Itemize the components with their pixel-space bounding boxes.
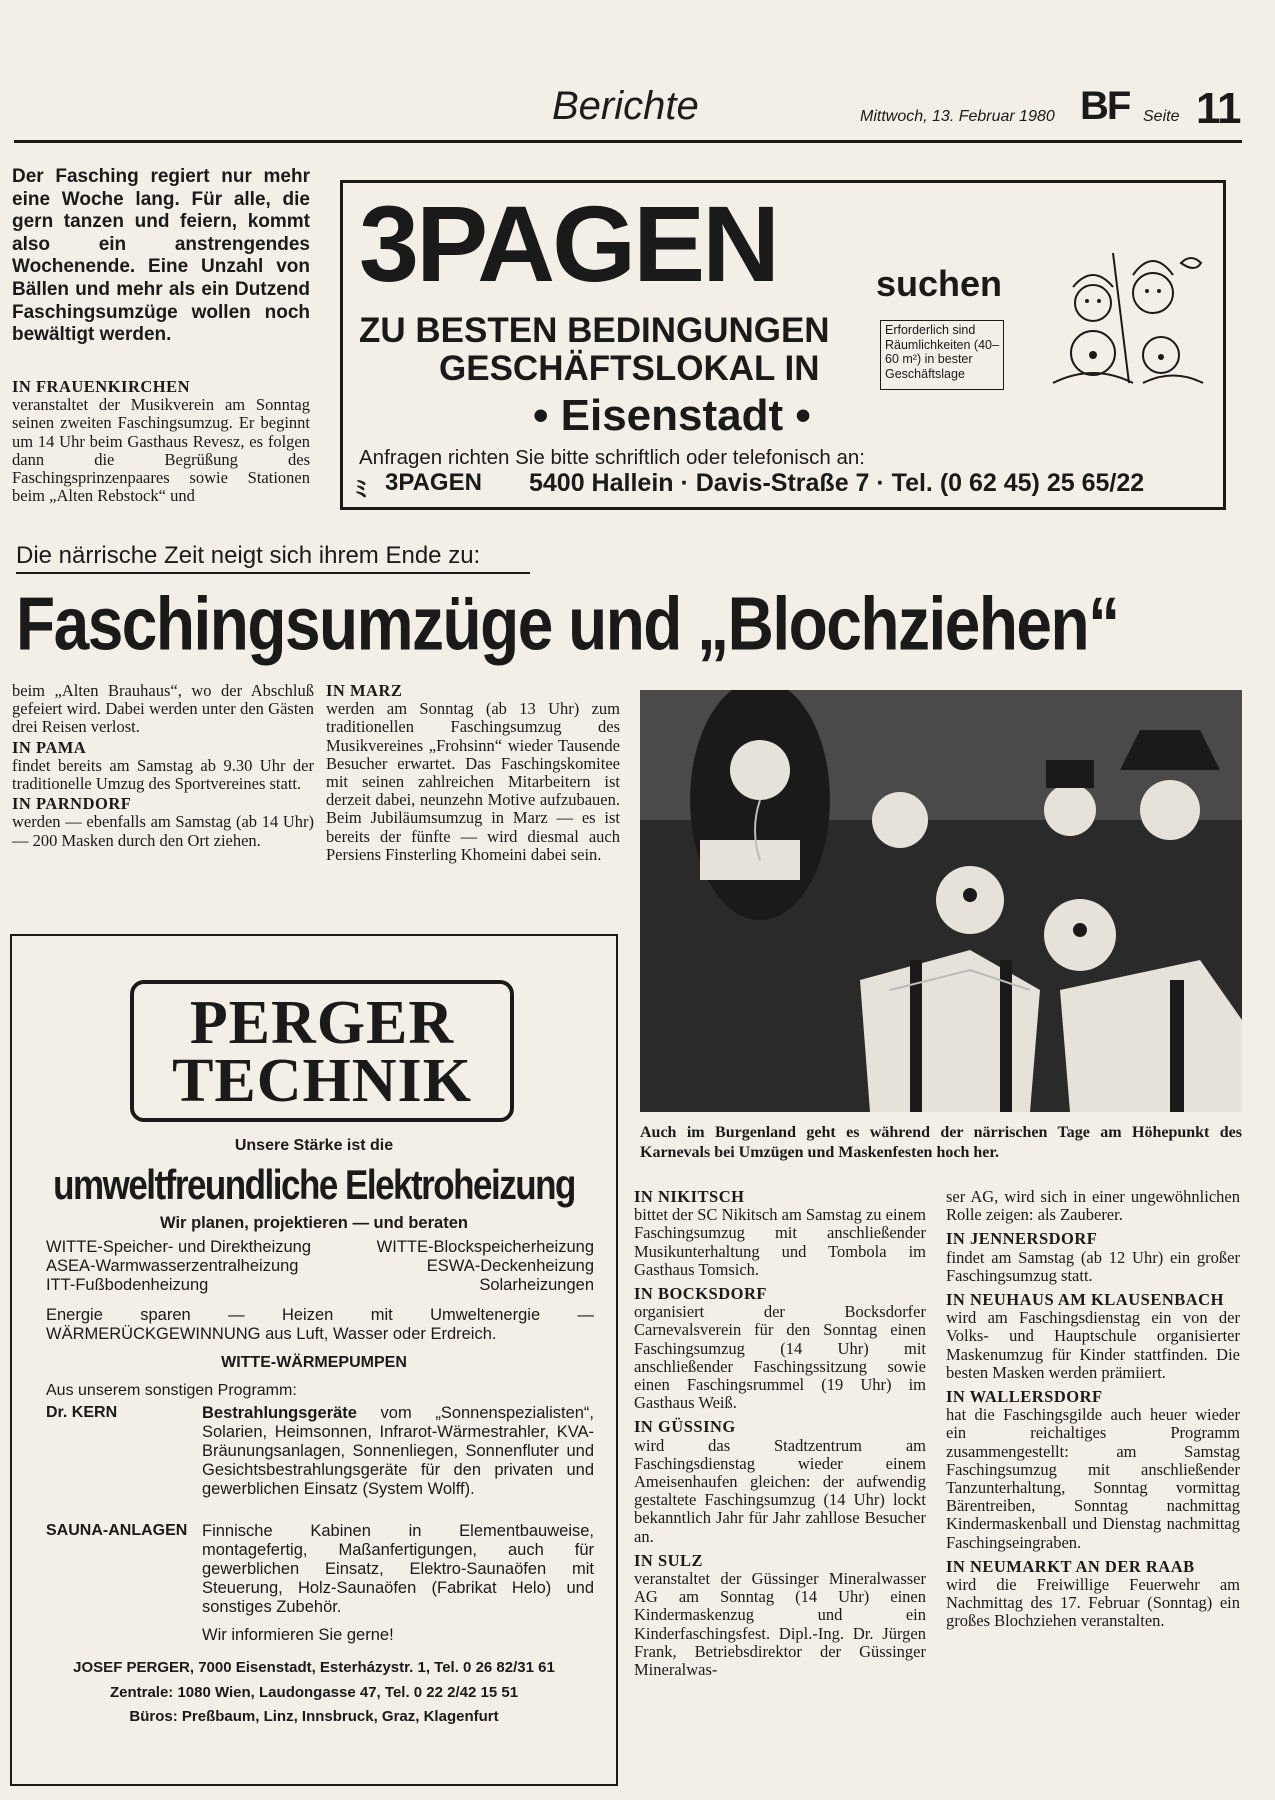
section-title: Berichte xyxy=(552,84,699,128)
parndorf-text: werden — ebenfalls am Samstag (ab 14 Uhr) — 200 Masken durch den Ort ziehen. xyxy=(12,812,314,850)
perger-logo-line1: PERGER xyxy=(189,989,455,1057)
guessing-text: wird das Stadtzentrum am Faschingsdienstag wieder einem Ameisenhaufen gleichen: der aufwendig gestaltete Faschingsumzug (14 Uhr) lockt bekanntlich Jahr für Jahr zahllose Besucher an. xyxy=(634,1435,926,1546)
guessing-heading: IN GÜSSING xyxy=(634,1417,736,1437)
marz-text: werden am Sonntag (ab 13 Uhr) zum traditionellen Faschingsumzug des Musikvereines „Frohsinn“ wieder Tausende Besucher erwartet. Das Faschingskomitee mit seinen zahlreichen Mitarbeitern ist derzeit dabei, neunzehn Motive aufzubauen. Beim Jubiläumsumzug in Marz — es ist bereits der fünfte — wird diesmal auch Persiens Finsterling Khomeini dabei sein. xyxy=(326,699,620,864)
bocksdorf-text: organisiert der Bocksdorfer Carnevalsverein für den Sonntag einen Faschingsumzug (14 Uhr) mit anschließender Faschingssitzung sowie einen Faschingsrummel (19 Uhr) im Gasthaus Weiß. xyxy=(634,1302,926,1413)
marz-heading: IN MARZ xyxy=(326,681,403,700)
pagen-brand: 3PAGEN xyxy=(359,183,778,304)
perger-logo xyxy=(130,980,514,1122)
sulz-text: veranstaltet der Güssinger Mineralwasser AG am Sonntag (14 Uhr) einen Kindermaskenzug und ein Kinderfaschingsfest. Dipl.-Ing. Dr. Jürgen Frank, Betriebsdirektor der Güssinger Mineralwas- xyxy=(634,1569,926,1680)
product-solar: Solarheizungen xyxy=(479,1276,594,1294)
cont-text: beim „Alten Brauhaus“, wo der Abschluß gefeiert wird. Dabei werden unter den Gästen drei Reisen verlost. xyxy=(12,681,314,737)
kicker-rule xyxy=(16,572,530,574)
product-witte-block: WITTE-Blockspeicherheizung xyxy=(376,1238,594,1256)
col-b1 xyxy=(634,1188,926,1679)
perger-pumps: WITTE-WÄRMEPUMPEN xyxy=(221,1354,407,1371)
pagen-inquiry: Anfragen richten Sie bitte schriftlich oder telefonisch an: xyxy=(359,446,865,469)
nikitsch-text: bittet der SC Nikitsch am Samstag zu einem Faschingsumzug mit anschließender Musikunterhaltung und Tombola im Gasthaus Tomsich. xyxy=(634,1205,926,1279)
jennersdorf-text: findet am Samstag (ab 12 Uhr) ein großer Faschingsumzug statt. xyxy=(946,1247,1240,1285)
frauenkirchen-heading: IN FRAUENKIRCHEN xyxy=(12,377,191,396)
pama-heading: IN PAMA xyxy=(12,737,87,757)
col-mid xyxy=(326,682,620,864)
perger-products xyxy=(46,1238,594,1295)
neumarkt-heading: IN NEUMARKT AN DER RAAB xyxy=(946,1556,1195,1576)
bocksdorf-heading: IN BOCKSDORF xyxy=(634,1284,767,1304)
headline-kicker: Die närrische Zeit neigt sich ihrem Ende zu: xyxy=(16,542,481,569)
perger-energy: Energie sparen — Heizen mit Umweltenergie — WÄRMERÜCKGEWINNUNG aus Luft, Wasser oder Erdreich. xyxy=(46,1306,594,1343)
pagen-contact-icon: ﾐ xyxy=(355,476,367,503)
paper-logo: BF xyxy=(1080,84,1130,128)
sauna-text: Finnische Kabinen in Elementbauweise, montagefertig, Maßanfertigungen, auch für gewerblichen Einsatz, Elektro-Saunaöfen mit Steuerung, Holz-Saunaöfen (Fabrikat Helo) und sonstiges Zubehör. xyxy=(202,1522,594,1616)
product-itt: ITT-Fußbodenheizung xyxy=(46,1276,209,1294)
headline-title: Faschingsumzüge und „Blochziehen“ xyxy=(16,581,1119,667)
sauna-label: SAUNA-ANLAGEN xyxy=(46,1522,188,1539)
perger-addr1: JOSEF PERGER, 7000 Eisenstadt, Esterházystr. 1, Tel. 0 26 82/31 61 xyxy=(73,1659,555,1676)
page-label: Seite xyxy=(1143,108,1180,125)
perger-addr2: Zentrale: 1080 Wien, Laudongasse 47, Tel. 0 22 2/42 15 51 xyxy=(109,1684,519,1701)
pama-text: findet bereits am Samstag ab 9.30 Uhr der traditionelle Umzug des Sportvereines statt. xyxy=(12,755,314,794)
col-left xyxy=(12,682,314,850)
pagen-ad xyxy=(340,180,1226,510)
kern-text xyxy=(202,1404,594,1499)
kern-bold: Bestrahlungsgeräte xyxy=(202,1404,357,1422)
wallersdorf-text: hat die Faschingsgilde auch heuer wieder ein reichaltiges Programm zusammengestellt: am Samstag Faschingsumzug mit anschließender Tanzunterhaltung, Sonntag vormittag Bärentreiben, Sonntag nachmittag Kindermaskenball und Dienstag nachmittag Faschingseingraben. xyxy=(946,1405,1240,1552)
frauenkirchen-text: veranstaltet der Musikverein am Sonntag seinen zweiten Faschingsumzug. Er beginnt um 14 Uhr beim Gasthaus Revesz, es folgen dann die Begrüßung des Faschingsprinzenpaares sowie Stationen beim „Alten Rebstock“ und xyxy=(12,395,310,506)
pagen-city: • Eisenstadt • xyxy=(533,391,811,440)
perger-logo-line2: TECHNIK xyxy=(172,1047,472,1115)
pagen-line1: ZU BESTEN BEDINGUNGEN xyxy=(359,311,830,350)
perger-strength: Unsere Stärke ist die xyxy=(234,1137,394,1154)
pagen-contact-brand: 3PAGEN xyxy=(385,469,482,496)
header-rule xyxy=(14,140,1242,143)
neuhaus-heading: IN NEUHAUS AM KLAUSENBACH xyxy=(946,1290,1224,1310)
jennersdorf-heading: IN JENNERSDORF xyxy=(946,1229,1098,1249)
clown-illustration xyxy=(1033,243,1213,393)
carnival-photo xyxy=(640,690,1242,1112)
intro-lead: Der Fasching regiert nur mehr eine Woche lang. Für alle, die gern tanzen und feiern, kommt also ein anstrengendes Wochenende. Eine Unzahl von Bällen und mehr als ein Dutzend Faschingsumzüge wollen noch bewältigt werden. xyxy=(12,166,310,346)
perger-program: Aus unserem sonstigen Programm: xyxy=(46,1382,297,1399)
sulz-heading: IN SULZ xyxy=(634,1550,704,1570)
kern-desc: vom „Sonnenspezialisten“, Solarien, Heimsonnen, Infrarot-Wärmestrahler, KVA-Bräunungsanlagen, Sonnenliegen, Sonnenfluter und Gesichtsbestrahlungsgeräte für den privaten und gewerblichen Einsatz (System Wolff). xyxy=(202,1404,594,1498)
perger-ad xyxy=(10,934,618,1786)
product-witte-direct: WITTE-Speicher- und Direktheizung xyxy=(46,1238,312,1256)
kern-label: Dr. KERN xyxy=(46,1404,118,1421)
pagen-requirement-box: Erforderlich sind Räumlichkeiten (40–60 m²) in bester Geschäftslage xyxy=(880,320,1004,390)
neumarkt-text: wird die Freiwillige Feuerwehr am Nachmittag des 17. Februar (Sonntag) ein großes Blochziehen veranstalten. xyxy=(946,1575,1240,1631)
page-number: 11 xyxy=(1196,84,1241,133)
neuhaus-text: wird am Faschingsdienstag ein von der Volks- und Hauptschule organisierter Maskenumzug für Kinder stattfinden. Die besten Masken werden prämiiert. xyxy=(946,1308,1240,1382)
pagen-contact: 5400 Hallein · Davis-Straße 7 · Tel. (0 62 45) 25 65/22 xyxy=(529,469,1145,497)
pagen-suchen: suchen xyxy=(876,263,1003,304)
perger-headline: umweltfreundliche Elektroheizung xyxy=(53,1162,575,1209)
nikitsch-heading: IN NIKITSCH xyxy=(634,1187,745,1206)
parndorf-heading: IN PARNDORF xyxy=(12,794,132,814)
col-b2 xyxy=(946,1188,1240,1631)
b2-cont-text: ser AG, wird sich in einer ungewöhnlichen Rolle zeigen: als Zauberer. xyxy=(946,1187,1240,1225)
frauenkirchen-block xyxy=(12,378,310,505)
perger-addr3: Büros: Preßbaum, Linz, Innsbruck, Graz, Klagenfurt xyxy=(129,1708,499,1725)
perger-inform: Wir informieren Sie gerne! xyxy=(202,1626,394,1644)
photo-caption: Auch im Burgenland geht es während der närrischen Tage am Höhepunkt des Karnevals bei Umzügen und Maskenfesten hoch her. xyxy=(640,1124,1242,1161)
wallersdorf-heading: IN WALLERSDORF xyxy=(946,1387,1103,1407)
issue-date: Mittwoch, 13. Februar 1980 xyxy=(860,108,1055,125)
product-asea: ASEA-Warmwasserzentralheizung xyxy=(46,1257,299,1275)
pagen-line2: GESCHÄFTSLOKAL IN xyxy=(439,349,820,388)
perger-subline: Wir planen, projektieren — und beraten xyxy=(160,1214,468,1232)
product-eswa: ESWA-Deckenheizung xyxy=(426,1257,594,1275)
